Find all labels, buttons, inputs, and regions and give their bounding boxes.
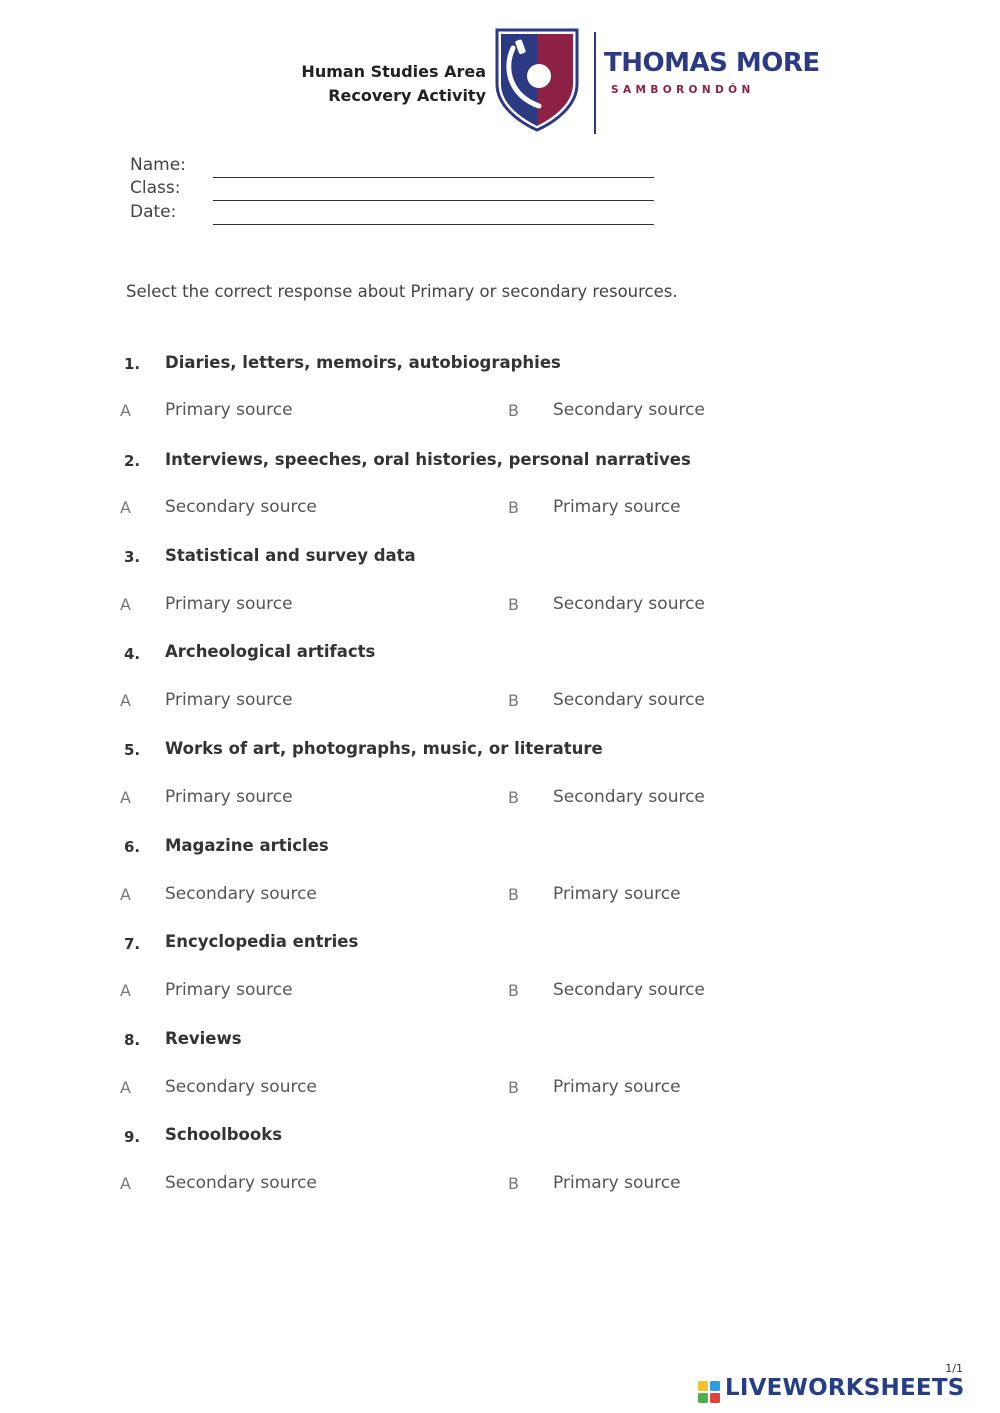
option-a-letter: A [120, 595, 131, 614]
option-b-letter: B [508, 401, 519, 420]
question-number: 7. [124, 935, 141, 953]
brand-subtitle: SAMBORONDÓN [611, 84, 755, 96]
question-number: 8. [124, 1031, 141, 1049]
school-shield-logo [493, 26, 581, 134]
option-b[interactable]: Secondary source [553, 787, 705, 807]
option-b[interactable]: Secondary source [553, 690, 705, 710]
option-a-letter: A [120, 498, 131, 517]
option-b-letter: B [508, 981, 519, 1000]
option-a-letter: A [120, 885, 131, 904]
class-label: Class: [130, 178, 181, 198]
question-text: Archeological artifacts [165, 642, 376, 661]
page-number: 1/1 [945, 1362, 963, 1375]
option-a-letter: A [120, 1078, 131, 1097]
option-b-letter: B [508, 691, 519, 710]
option-b[interactable]: Primary source [553, 1077, 681, 1097]
option-b[interactable]: Secondary source [553, 980, 705, 1000]
option-a[interactable]: Primary source [165, 690, 293, 710]
instruction-text: Select the correct response about Primary or secondary resources. [126, 282, 678, 301]
option-a[interactable]: Secondary source [165, 1077, 317, 1097]
name-label: Name: [130, 155, 186, 175]
option-b-letter: B [508, 788, 519, 807]
option-a-letter: A [120, 691, 131, 710]
header-area-title: Human Studies Area [301, 62, 486, 81]
brand-name: THOMAS MORE [604, 48, 820, 78]
option-a[interactable]: Secondary source [165, 1173, 317, 1193]
option-b-letter: B [508, 1174, 519, 1193]
option-b[interactable]: Secondary source [553, 400, 705, 420]
question-text: Statistical and survey data [165, 546, 416, 565]
question-text: Diaries, letters, memoirs, autobiographies [165, 353, 561, 372]
option-a-letter: A [120, 401, 131, 420]
option-a-letter: A [120, 788, 131, 807]
option-b[interactable]: Primary source [553, 884, 681, 904]
date-field[interactable] [213, 224, 654, 225]
class-field[interactable] [213, 200, 654, 201]
question-text: Schoolbooks [165, 1125, 283, 1144]
liveworksheets-logo-text[interactable]: LIVEWORKSHEETS [725, 1375, 965, 1401]
question-number: 2. [124, 452, 141, 470]
option-a[interactable]: Secondary source [165, 884, 317, 904]
question-text: Magazine articles [165, 836, 329, 855]
question-number: 1. [124, 355, 141, 373]
question-text: Interviews, speeches, oral histories, personal narratives [165, 450, 691, 469]
option-b[interactable]: Secondary source [553, 594, 705, 614]
header-activity-title: Recovery Activity [328, 86, 486, 105]
date-label: Date: [130, 202, 177, 222]
question-number: 5. [124, 741, 141, 759]
option-b[interactable]: Primary source [553, 497, 681, 517]
option-a[interactable]: Primary source [165, 400, 293, 420]
option-a-letter: A [120, 1174, 131, 1193]
question-text: Reviews [165, 1029, 242, 1048]
question-number: 4. [124, 645, 141, 663]
question-number: 3. [124, 548, 141, 566]
question-text: Works of art, photographs, music, or literature [165, 739, 603, 758]
option-a-letter: A [120, 981, 131, 1000]
option-a[interactable]: Primary source [165, 594, 293, 614]
liveworksheets-blocks-icon [697, 1380, 721, 1404]
question-number: 6. [124, 838, 141, 856]
option-b-letter: B [508, 1078, 519, 1097]
option-b[interactable]: Primary source [553, 1173, 681, 1193]
option-a[interactable]: Primary source [165, 787, 293, 807]
question-number: 9. [124, 1128, 141, 1146]
header-divider [594, 32, 596, 134]
question-text: Encyclopedia entries [165, 932, 359, 951]
option-b-letter: B [508, 498, 519, 517]
option-a[interactable]: Primary source [165, 980, 293, 1000]
option-b-letter: B [508, 595, 519, 614]
name-field[interactable] [213, 177, 654, 178]
option-a[interactable]: Secondary source [165, 497, 317, 517]
option-b-letter: B [508, 885, 519, 904]
